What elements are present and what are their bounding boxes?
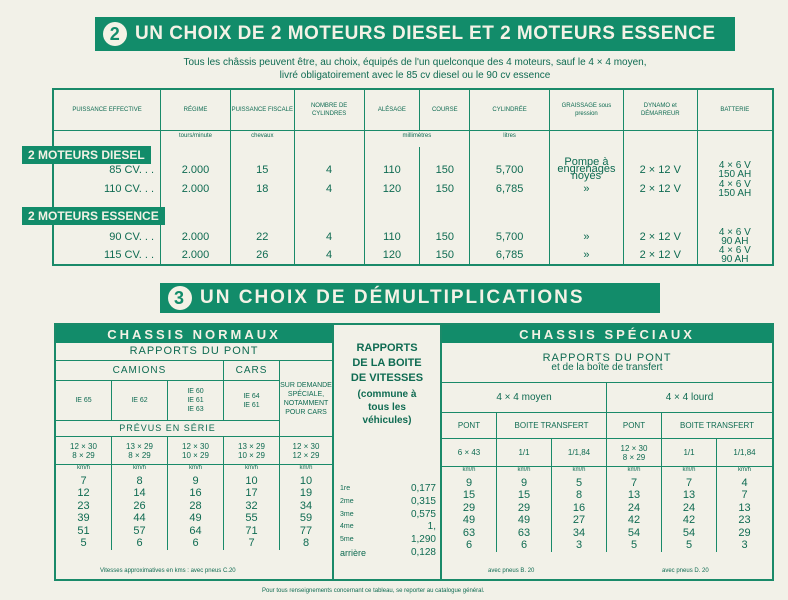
boite-note: (commune à tous les véhicules): [357, 389, 417, 426]
engine-units-row: [53, 131, 773, 148]
ie-64-61: IE 64 IE 61: [224, 381, 280, 421]
batterie-115: 4 × 6 V 90 AH: [697, 246, 773, 265]
section3-banner: [160, 283, 660, 313]
intro-line2: livré obligatoirement avec le 85 cv diesel ou le 90 cv essence: [279, 70, 551, 81]
cyl-115: 4: [294, 246, 364, 265]
regime-90: 2.000: [161, 228, 231, 246]
hdr-regime: RÉGIME: [161, 89, 231, 131]
puissance-110: 110 CV. . .: [53, 180, 161, 198]
ie-65: IE 65: [56, 381, 112, 421]
speciaux-rapports: RAPPORTS DU PONT et de la boîte de transfert: [442, 343, 772, 383]
course-90: 150: [420, 228, 470, 246]
normaux-col-3: km/h 9 16 28 49 64 6: [168, 465, 224, 550]
regime-110: 2.000: [161, 180, 231, 198]
unit-litres: litres: [470, 131, 550, 148]
hdr-cylindres: NOMBRE DE CYLINDRES: [294, 89, 364, 131]
gear-1: 1re: [340, 485, 351, 492]
hdr-alesage: ALÉSAGE: [364, 89, 420, 131]
footer-d20: avec pneus D. 20: [662, 568, 709, 574]
cylindree-115: 6,785: [470, 246, 550, 265]
speciaux-col-6: km/h 4 7 13 23 29 3: [737, 467, 751, 552]
boite-box: [334, 323, 440, 581]
chassis-speciaux-box: [440, 323, 774, 581]
fiscale-90: 22: [230, 228, 294, 246]
normaux-col-5: km/h 10 19 34 59 77 8: [299, 465, 313, 550]
dynamo-115: 2 × 12 V: [623, 246, 697, 265]
cyl-85: 4: [294, 159, 364, 180]
ie-62: IE 62: [112, 381, 168, 421]
footer-c20: Vitesses approximatives en kms : avec pneus C.20: [100, 568, 236, 574]
cars-label: CARS: [224, 361, 280, 381]
intro-line1: Tous les châssis peuvent être, au choix, équipés de l'un quelconque des 4 moteurs, sauf le 4 × 4 moyen,: [183, 57, 647, 68]
pump-note: Pompe à engrenages noyés: [549, 159, 623, 180]
engine-row-90: [53, 228, 773, 246]
section2-banner: [95, 17, 735, 51]
engine-header-row: [53, 89, 773, 131]
camions-label: CAMIONS: [56, 361, 224, 381]
gear-list: 1re 0,177 2me 0,315 3me 0,575 4me 1, 5me 1,290 arrière 0,128: [340, 483, 436, 558]
engine-row-115: [53, 246, 773, 265]
engine-row-85: [53, 159, 773, 180]
alesage-115: 120: [364, 246, 420, 265]
normaux-col-2: km/h 8 14 26 44 57 6: [112, 465, 168, 550]
normaux-title: CHASSIS NORMAUX: [56, 325, 332, 343]
gear-3: 3me: [340, 510, 354, 518]
speciaux-col-5: km/h 7 13 24 42 54 5: [662, 467, 717, 552]
alesage-90: 110: [364, 228, 420, 246]
ratio-2: 13 × 29 8 × 29: [112, 437, 168, 465]
pont-moyen: PONT: [442, 413, 497, 439]
section3-number: 3: [168, 286, 192, 310]
dynamo-85: 2 × 12 V: [623, 159, 697, 180]
bottom-note: Pour tous renseignements concernant ce tableau, se reporter au catalogue général.: [262, 588, 485, 594]
fiscale-85: 15: [230, 159, 294, 180]
gear-5: 5me: [340, 536, 354, 544]
lourd-label: 4 × 4 lourd: [607, 383, 772, 413]
moyen-label: 4 × 4 moyen: [442, 383, 607, 413]
sp-ratio-6: 1/1,84: [717, 439, 772, 467]
graissage-110: »: [549, 180, 623, 198]
regime-85: 2.000: [161, 159, 231, 180]
ratio-4: 13 × 29 10 × 29: [224, 437, 280, 465]
puissance-90: 90 CV. . .: [53, 228, 161, 246]
cylindree-85: 5,700: [470, 159, 550, 180]
boite-title: RAPPORTS DE LA BOITE DE VITESSES: [350, 342, 424, 384]
diesel-tag: 2 MOTEURS DIESEL: [22, 146, 151, 164]
puissance-115: 115 CV. . .: [53, 246, 161, 265]
course-110: 150: [420, 180, 470, 198]
gear-2: 2me: [340, 497, 354, 505]
graissage-90: »: [549, 228, 623, 246]
gear-r: arrière: [340, 547, 367, 558]
hdr-batterie: BATTERIE: [697, 89, 773, 131]
essence-tag: 2 MOTEURS ESSENCE: [22, 207, 165, 225]
course-115: 150: [420, 246, 470, 265]
normaux-col-4: km/h 10 17 32 55 71 7: [224, 465, 280, 550]
normaux-speed-grid: [56, 465, 332, 550]
speciaux-speed-grid: [442, 467, 772, 552]
hdr-graissage: GRAISSAGE sous pression: [549, 89, 623, 131]
unit-regime: tours/minute: [161, 131, 231, 148]
prevus-label: PRÉVUS EN SÉRIE: [56, 421, 280, 437]
graissage-115: »: [549, 246, 623, 265]
dynamo-90: 2 × 12 V: [623, 228, 697, 246]
hdr-cylindree: CYLINDRÉE: [470, 89, 550, 131]
hdr-fiscale: PUISSANCE FISCALE: [230, 89, 294, 131]
section2-number: 2: [103, 22, 127, 46]
ratio-1: 12 × 30 8 × 29: [56, 437, 112, 465]
chassis-normaux-box: [54, 323, 334, 581]
regime-115: 2.000: [161, 246, 231, 265]
hdr-puissance: PUISSANCE EFFECTIVE: [53, 89, 161, 131]
gear-4: 4me: [340, 523, 354, 531]
engine-row-110: [53, 180, 773, 198]
fiscale-110: 18: [230, 180, 294, 198]
unit-fiscale: chevaux: [230, 131, 294, 148]
speciaux-col-3: km/h 5 8 16 27 34 3: [552, 467, 607, 552]
unit-mm: millimètres: [364, 131, 470, 148]
ratio-3: 12 × 30 10 × 29: [168, 437, 224, 465]
sp-ratio-3: 1/1,84: [552, 439, 607, 467]
speciaux-title: CHASSIS SPÉCIAUX: [442, 325, 772, 343]
normaux-rapports: RAPPORTS DU PONT: [56, 343, 332, 361]
sp-ratio-2: 1/1: [497, 439, 552, 467]
sp-ratio-4: 12 × 30 8 × 29: [607, 439, 662, 467]
cyl-90: 4: [294, 228, 364, 246]
hdr-course: COURSE: [420, 89, 470, 131]
cylindree-110: 6,785: [470, 180, 550, 198]
sur-demande-label: SUR DEMANDE SPÉCIALE, NOTAMMENT POUR CARS: [280, 361, 332, 437]
sp-ratio-1: 6 × 43: [442, 439, 497, 467]
pont-lourd: PONT: [607, 413, 662, 439]
bt-moyen: BOITE TRANSFERT: [497, 413, 607, 439]
batterie-90: 4 × 6 V 90 AH: [697, 228, 773, 246]
cyl-110: 4: [294, 180, 364, 198]
bt-lourd: BOITE TRANSFERT: [662, 413, 772, 439]
sp-ratio-5: 1/1: [662, 439, 717, 467]
puissance-85: 85 CV. . .: [53, 159, 161, 180]
section2-intro: [95, 56, 735, 82]
batterie-85: 4 × 6 V 150 AH: [697, 159, 773, 180]
alesage-110: 120: [364, 180, 420, 198]
hdr-dynamo: DYNAMO et DÉMARREUR: [623, 89, 697, 131]
speciaux-col-1: km/h 9 15 29 49 63 6: [442, 467, 497, 552]
speciaux-col-2: km/h 9 15 29 49 63 6: [497, 467, 552, 552]
ie-60-61-63: IE 60 IE 61 IE 63: [168, 381, 224, 421]
speciaux-col-4: km/h 7 13 24 42 54 5: [607, 467, 662, 552]
course-85: 150: [420, 159, 470, 180]
normaux-col-1: km/h 7 12 23 39 51 5: [56, 465, 112, 550]
ratio-5: 12 × 30 12 × 29: [280, 437, 332, 465]
section2-title: UN CHOIX DE 2 MOTEURS DIESEL ET 2 MOTEURS ESSENCE: [135, 23, 716, 44]
section3-title: UN CHOIX DE DÉMULTIPLICATIONS: [200, 287, 585, 308]
alesage-85: 110: [364, 159, 420, 180]
dynamo-110: 2 × 12 V: [623, 180, 697, 198]
footer-b20: avec pneus B. 20: [488, 568, 535, 574]
batterie-110: 4 × 6 V 150 AH: [697, 180, 773, 198]
cylindree-90: 5,700: [470, 228, 550, 246]
engine-table: [52, 88, 774, 266]
fiscale-115: 26: [230, 246, 294, 265]
